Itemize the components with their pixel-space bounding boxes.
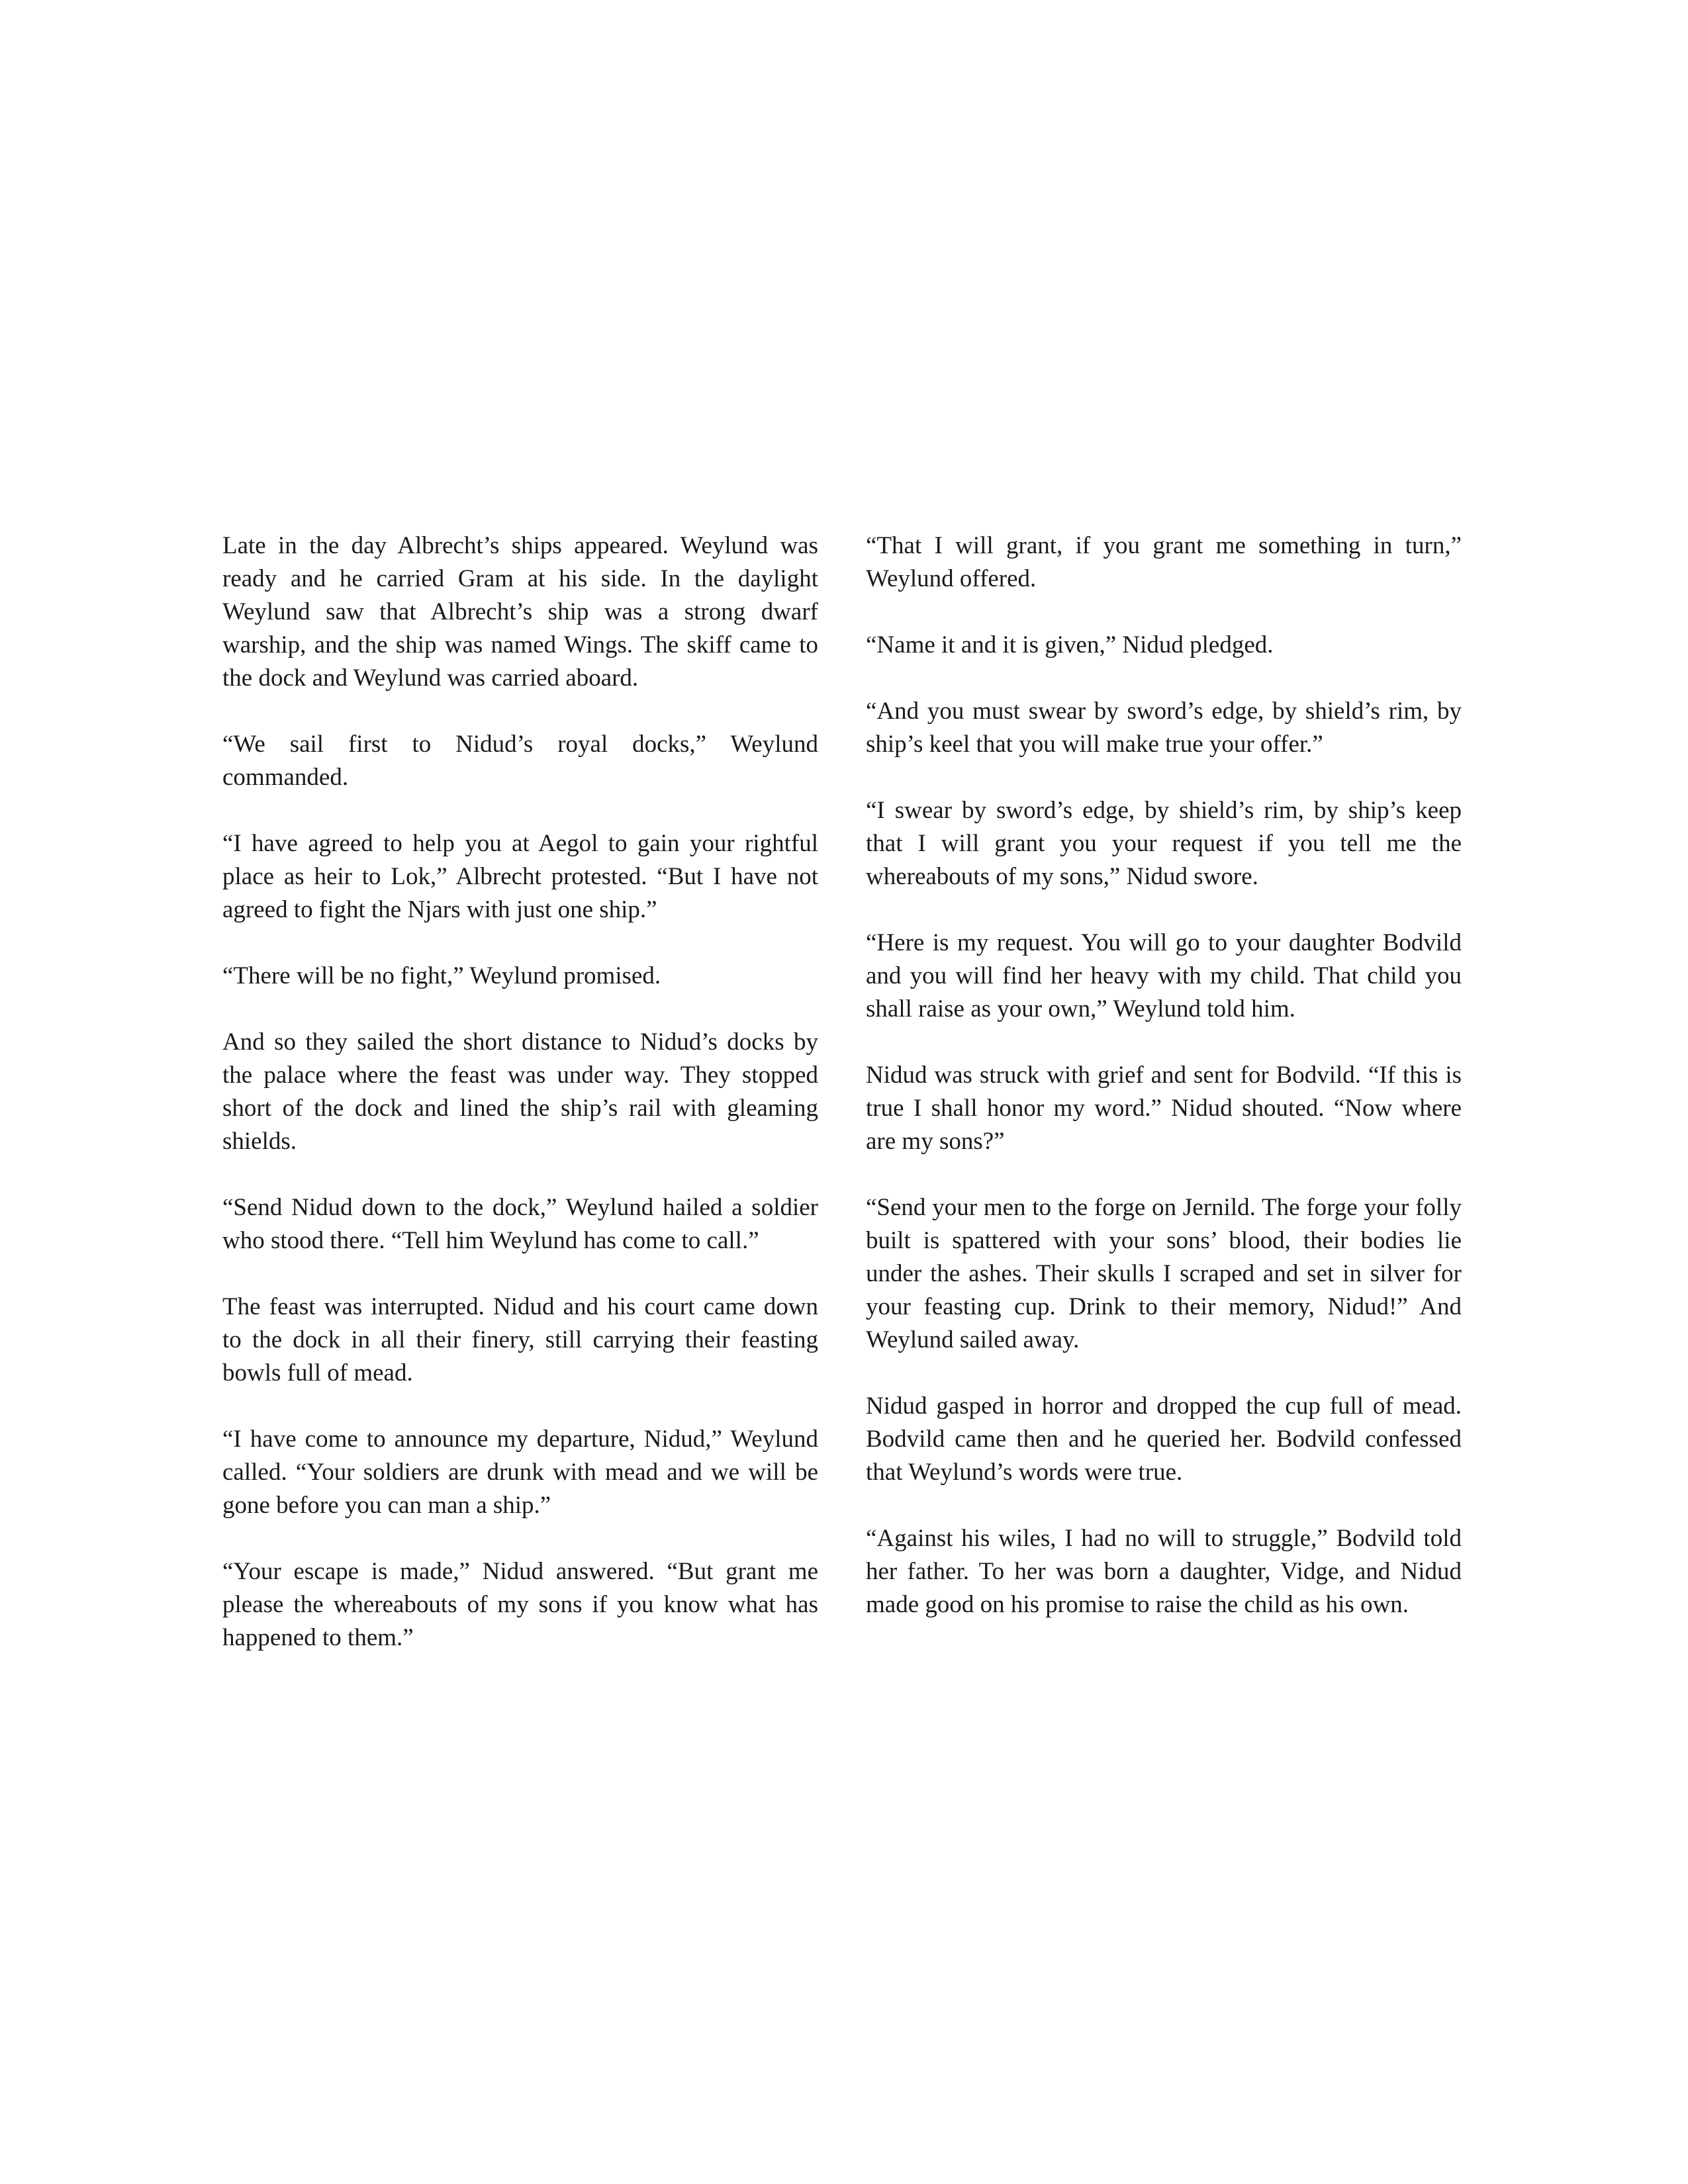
- left-text-column: [222, 529, 818, 1688]
- paragraph: “I have agreed to help you at Aegol to gain your rightful place as heir to Lok,” Albrecht protested. “But I have not agreed to fight the Njars with just one ship.”: [222, 830, 818, 923]
- right-text-column: [866, 529, 1462, 1655]
- paragraph: “Against his wiles, I had no will to struggle,” Bodvild told her father. To her was born a daughter, Vidge, and Nidud made good on his promise to raise the child as his own.: [866, 1525, 1462, 1618]
- paragraph: Nidud was struck with grief and sent for Bodvild. “If this is true I shall honor my word.” Nidud shouted. “Now where are my sons?”: [866, 1062, 1462, 1155]
- paragraph: Late in the day Albrecht’s ships appeared. Weylund was ready and he carried Gram at his side. In the daylight Weylund saw that Albrecht’s ship was a strong dwarf warship, and the ship was named Wings. The skiff came to the dock and Weylund was carried aboard.: [222, 532, 818, 692]
- paragraph: “Send your men to the forge on Jernild. The forge your folly built is spattered with your sons’ blood, their bodies lie under the ashes. Their skulls I scraped and set in silver for your feasting cup. Drink to their memory, Nidud!” And Weylund sailed away.: [866, 1194, 1462, 1353]
- paragraph: “That I will grant, if you grant me something in turn,” Weylund offered.: [866, 532, 1462, 592]
- paragraph: “I have come to announce my departure, Nidud,” Weylund called. “Your soldiers are drunk with mead and we will be gone before you can man a ship.”: [222, 1426, 818, 1519]
- paragraph: “Send Nidud down to the dock,” Weylund hailed a soldier who stood there. “Tell him Weylund has come to call.”: [222, 1194, 818, 1254]
- paragraph: “And you must swear by sword’s edge, by shield’s rim, by ship’s keel that you will make true your offer.”: [866, 698, 1462, 758]
- paragraph: “Your escape is made,” Nidud answered. “But grant me please the whereabouts of my sons if you know what has happened to them.”: [222, 1558, 818, 1651]
- paragraph: And so they sailed the short distance to Nidud’s docks by the palace where the feast was under way. They stopped short of the dock and lined the ship’s rail with gleaming shields.: [222, 1028, 818, 1155]
- paragraph: The feast was interrupted. Nidud and his court came down to the dock in all their finery, still carrying their feasting bowls full of mead.: [222, 1293, 818, 1387]
- paragraph: “Here is my request. You will go to your daughter Bodvild and you will find her heavy with my child. That child you shall raise as your own,” Weylund told him.: [866, 929, 1462, 1023]
- paragraph: “Name it and it is given,” Nidud pledged.: [866, 631, 1274, 659]
- paragraph: Nidud gasped in horror and dropped the cup full of mead. Bodvild came then and he queried her. Bodvild confessed that Weylund’s words were true.: [866, 1392, 1462, 1486]
- paragraph: “We sail first to Nidud’s royal docks,” Weylund commanded.: [222, 731, 818, 791]
- paragraph: “There will be no fight,” Weylund promised.: [222, 962, 661, 989]
- paragraph: “I swear by sword’s edge, by shield’s rim, by ship’s keep that I will grant you your request if you tell me the whereabouts of my sons,” Nidud swore.: [866, 797, 1462, 890]
